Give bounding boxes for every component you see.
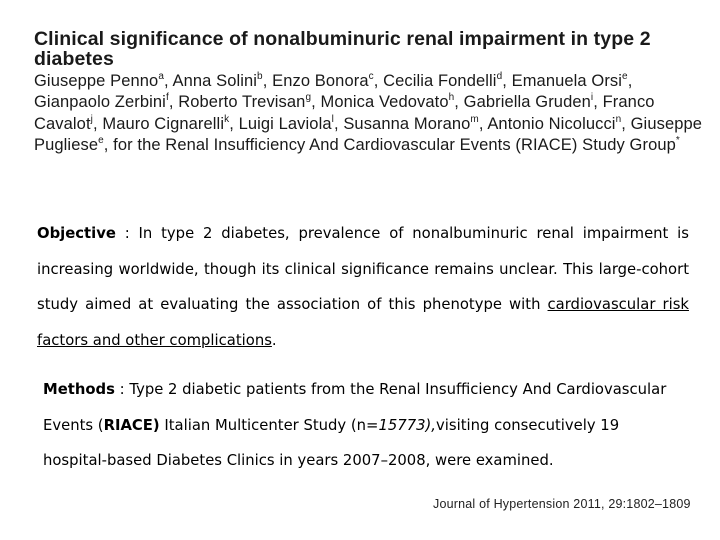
author-affiliation-mark: c: [368, 71, 374, 82]
author-affiliation-mark: g: [305, 92, 312, 104]
author-separator: ,: [164, 72, 173, 90]
objective-paragraph: [37, 216, 689, 358]
methods-colon: :: [114, 381, 130, 398]
author-separator: ,: [262, 72, 273, 90]
author-name: Roberto Trevisan: [178, 93, 306, 112]
author-affiliation-mark: i: [590, 92, 594, 104]
article-title: Clinical significance of nonalbuminuric renal impairment in type 2 diabetes: [34, 28, 651, 70]
author-name: for the Renal Insufficiency And Cardiovascular Events (RIACE) Study Group: [113, 135, 676, 154]
author-affiliation-mark: e: [622, 71, 628, 82]
objective-text: In type 2 diabetes, prevalence of nonalbuminuric renal impairment is increasing worldwide, though its clinical significance remains unclear. This large-cohort study aimed at evaluating the association of this phenotype with: [37, 225, 689, 313]
author-affiliation-mark: f: [165, 92, 169, 104]
author-name: Enzo Bonora: [272, 72, 369, 90]
author-separator: ,: [311, 93, 321, 112]
author-name: Antonio Nicolucci: [487, 114, 616, 133]
author-affiliation-mark: d: [496, 71, 503, 82]
author-name: Giuseppe Pugliese: [34, 114, 703, 154]
author-separator: ,: [454, 93, 464, 112]
author-separator: ,: [621, 114, 631, 133]
author-separator: ,: [502, 72, 512, 90]
author-name: Gianpaolo Zerbini: [34, 93, 166, 112]
author-separator: ,: [373, 72, 384, 90]
author-separator: ,: [229, 114, 239, 133]
article-header: [34, 29, 704, 156]
author-separator: ,: [92, 114, 103, 133]
journal-citation: Journal of Hypertension 2011, 29:1802–1809: [433, 497, 691, 511]
author-affiliation-mark: l: [331, 113, 334, 125]
author-list: [34, 71, 704, 156]
author-separator: ,: [333, 114, 344, 133]
author-name: Anna Solini: [172, 72, 258, 90]
author-name: Monica Vedovato: [320, 93, 449, 112]
author-name: Susanna Morano: [343, 114, 471, 133]
author-separator: ,: [168, 93, 179, 112]
author-separator: ,: [103, 135, 114, 154]
author-separator: ,: [627, 72, 633, 90]
author-affiliation-mark: n: [615, 113, 622, 125]
objective-underlined-text: cardiovascular risk factors and other complications: [37, 296, 689, 349]
author-name: Luigi Laviola: [238, 114, 332, 133]
author-name: Franco Cavalot: [34, 93, 655, 133]
methods-riace: RIACE): [103, 416, 160, 434]
author-affiliation-mark: e: [98, 134, 104, 146]
author-affiliation-mark: k: [224, 113, 230, 125]
author-separator: ,: [478, 114, 488, 133]
author-separator: ,: [593, 93, 603, 112]
methods-text-3: visiting consecutively 19 hospital-based Diabetes Clinics in years 2007–2008, were examined.: [43, 416, 620, 469]
author-name: Gabriella Gruden: [463, 93, 591, 112]
methods-label: Methods: [43, 381, 115, 398]
author-name: Giuseppe Penno: [34, 72, 159, 90]
methods-n-value: =15773),: [366, 416, 436, 434]
author-affiliation-mark: j: [90, 113, 93, 125]
objective-colon: :: [115, 225, 139, 242]
author-affiliation-mark: a: [158, 71, 164, 82]
author-affiliation-mark: m: [470, 113, 479, 125]
author-name: Mauro Cignarelli: [102, 114, 225, 133]
methods-text-2: Italian Multicenter Study (n: [159, 416, 367, 434]
methods-text-1: Type 2 diabetic patients from the Renal Insufficiency And Cardiovascular Events (: [43, 381, 667, 434]
author-affiliation-mark: h: [448, 92, 455, 104]
author-name: Emanuela Orsi: [511, 72, 623, 90]
author-affiliation-mark: b: [257, 71, 263, 82]
methods-paragraph: [43, 372, 683, 479]
objective-label: Objective: [37, 225, 116, 242]
author-affiliation-mark: *: [675, 134, 680, 146]
objective-end: .: [271, 331, 277, 349]
author-name: Cecilia Fondelli: [383, 72, 497, 90]
